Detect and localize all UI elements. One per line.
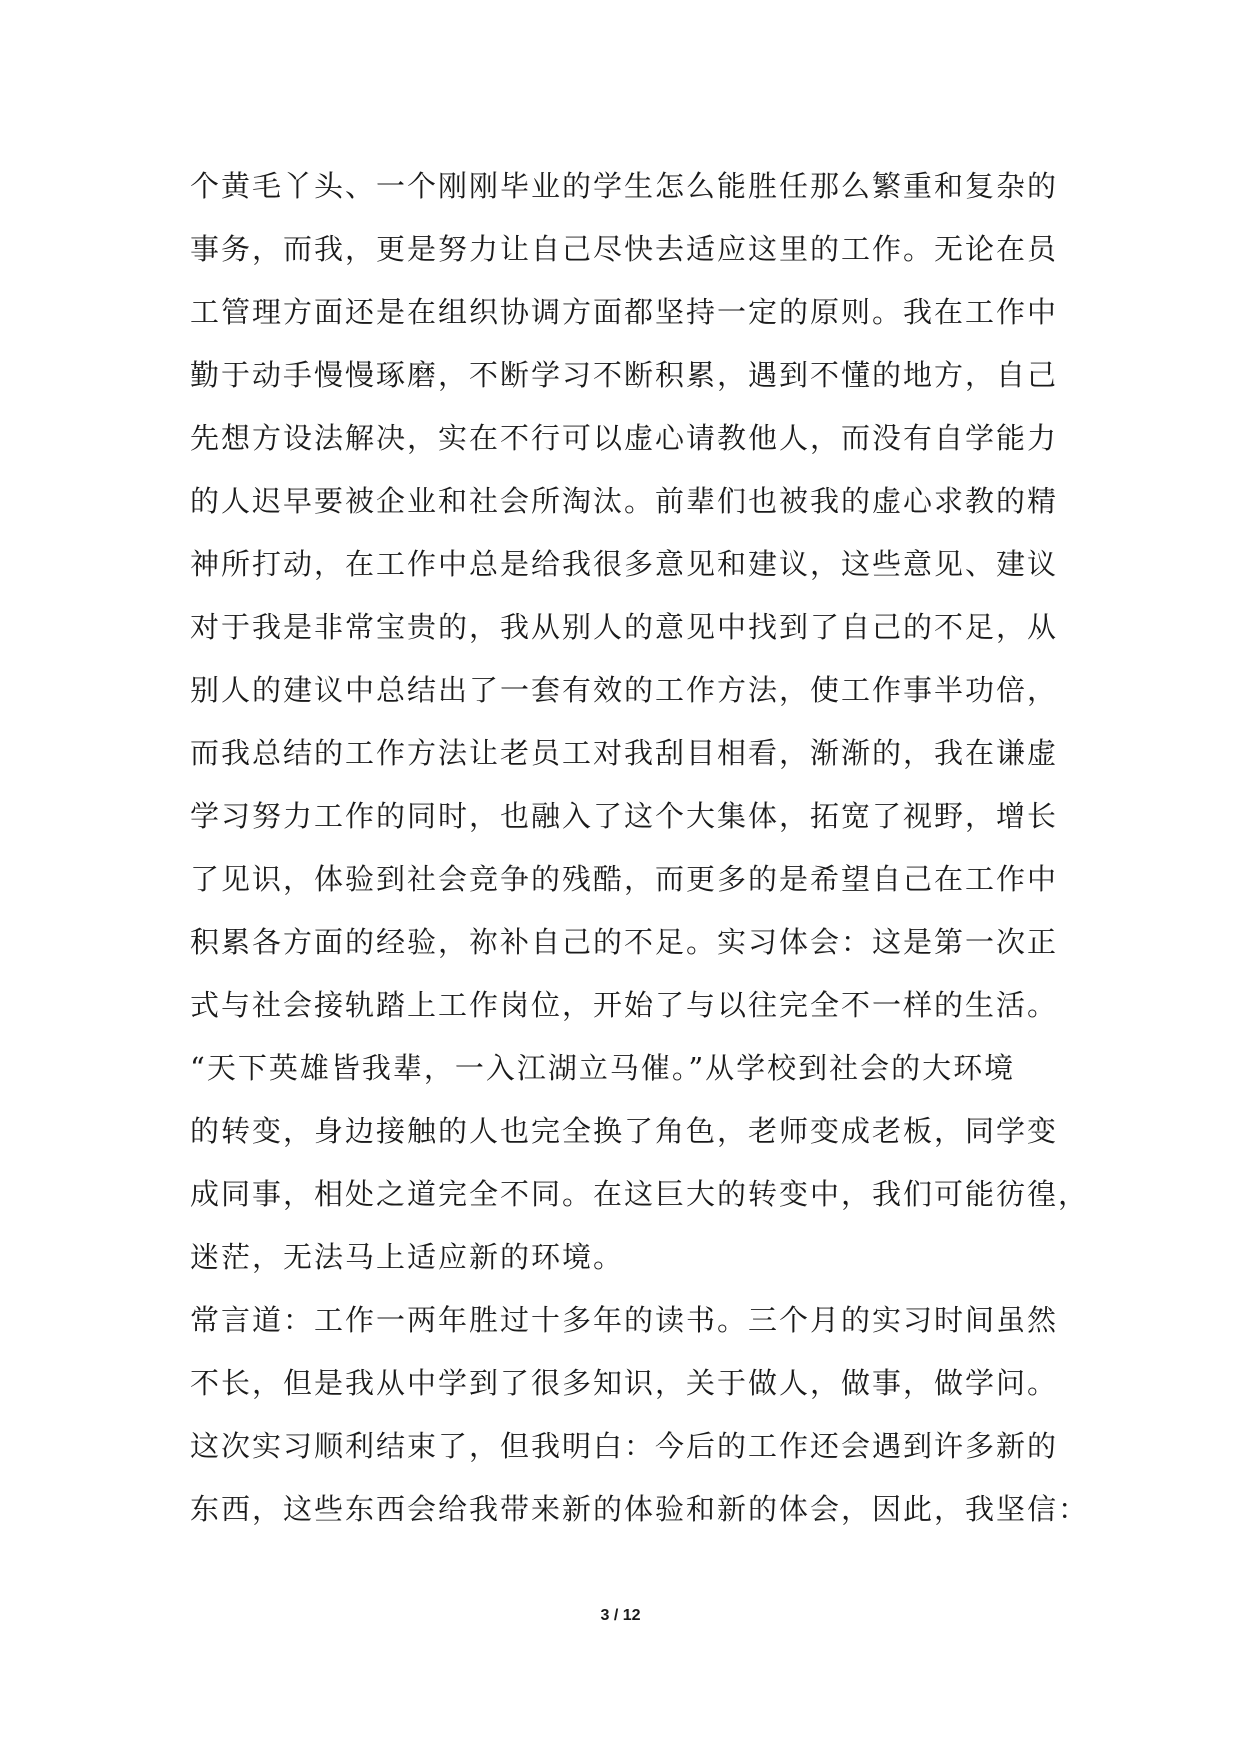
text-line: 对于我是非常宝贵的，我从别人的意见中找到了自己的不足，从: [190, 610, 1059, 644]
text-line: 神所打动，在工作中总是给我很多意见和建议，这些意见、建议: [190, 547, 1059, 581]
text-line: 个黄毛丫头、一个刚刚毕业的学生怎么能胜任那么繁重和复杂的: [190, 169, 1059, 203]
text-line: 先想方设法解决，实在不行可以虚心请教他人，而没有自学能力: [190, 421, 1059, 455]
text-line: 常言道：工作一两年胜过十多年的读书。三个月的实习时间虽然: [190, 1303, 1059, 1337]
text-line: 事务，而我，更是努力让自己尽快去适应这里的工作。无论在员: [190, 232, 1059, 266]
text-line: 这次实习顺利结束了，但我明白：今后的工作还会遇到许多新的: [190, 1429, 1059, 1463]
text-line: 别人的建议中总结出了一套有效的工作方法，使工作事半功倍，: [190, 673, 1059, 707]
text-line: 成同事，相处之道完全不同。在这巨大的转变中，我们可能彷徨，: [190, 1177, 1090, 1211]
text-line: 了见识，体验到社会竞争的残酷，而更多的是希望自己在工作中: [190, 862, 1059, 896]
text-line: 而我总结的工作方法让老员工对我刮目相看，渐渐的，我在谦虚: [190, 736, 1059, 770]
text-line: “天下英雄皆我辈，一入江湖立马催。”从学校到社会的大环境: [190, 1051, 1016, 1085]
page-number: 3 / 12: [600, 1607, 641, 1624]
text-line: 学习努力工作的同时，也融入了这个大集体，拓宽了视野，增长: [190, 799, 1059, 833]
text-line: 的人迟早要被企业和社会所淘汰。前辈们也被我的虚心求教的精: [190, 484, 1059, 518]
text-line: 积累各方面的经验，祢补自己的不足。实习体会：这是第一次正: [190, 925, 1059, 959]
text-line: 的转变，身边接触的人也完全换了角色，老师变成老板，同学变: [190, 1114, 1059, 1148]
text-line: 式与社会接轨踏上工作岗位，开始了与以往完全不一样的生活。: [190, 988, 1059, 1022]
body-text: [190, 155, 1090, 1541]
text-line: 工管理方面还是在组织协调方面都坚持一定的原则。我在工作中: [190, 295, 1059, 329]
text-line: 不长，但是我从中学到了很多知识，关于做人，做事，做学问。: [190, 1366, 1059, 1400]
text-line: 勤于动手慢慢琢磨，不断学习不断积累，遇到不懂的地方，自己: [190, 358, 1059, 392]
text-line: 东西，这些东西会给我带来新的体验和新的体会，因此，我坚信：: [190, 1492, 1090, 1526]
text-line: 迷茫，无法马上适应新的环境。: [190, 1240, 625, 1274]
